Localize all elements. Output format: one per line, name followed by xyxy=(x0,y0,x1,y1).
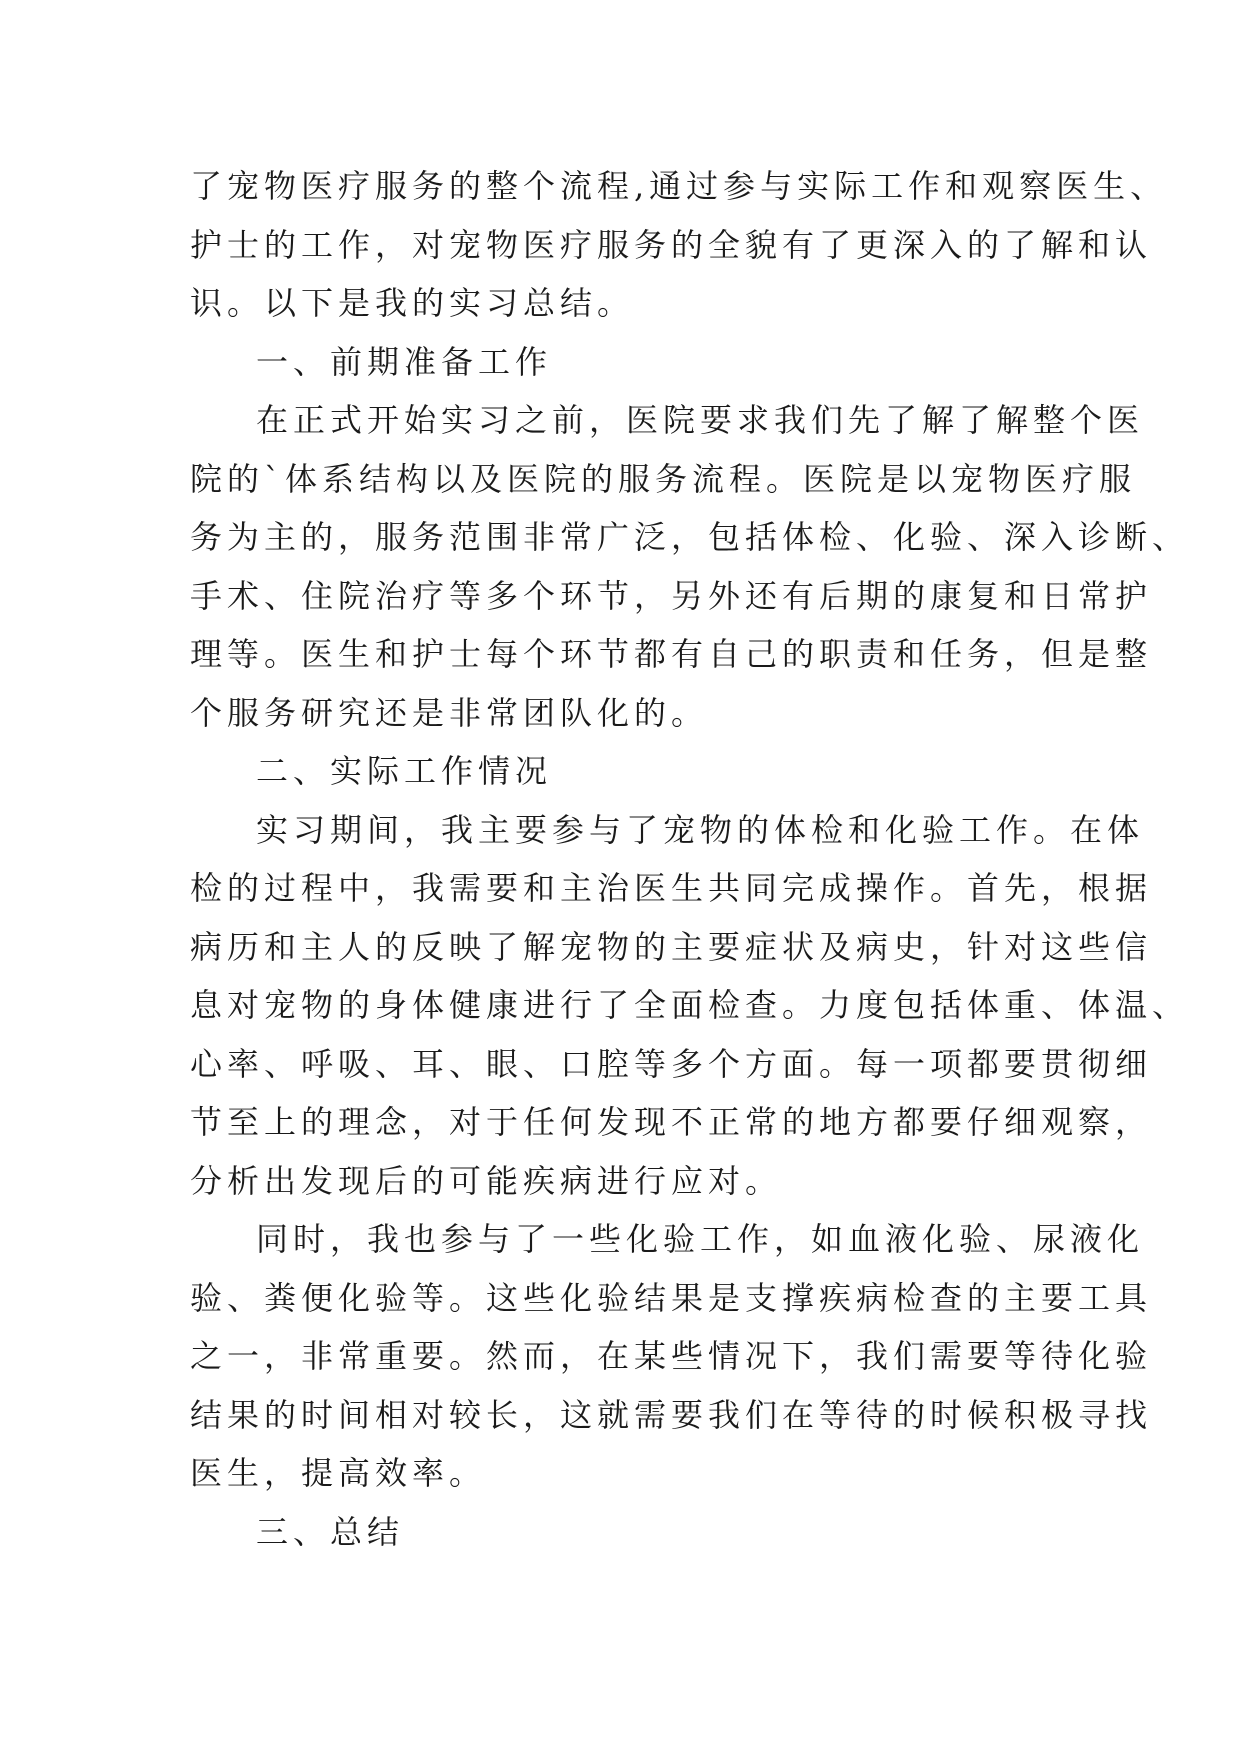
text-line: 理等。医生和护士每个环节都有自己的职责和任务，但是整 xyxy=(190,635,1153,673)
text-line: 分析出发现后的可能疾病进行应对。 xyxy=(190,1161,783,1200)
text-line: 息对宠物的身体健康进行了全面检查。力度包括体重、体温、 xyxy=(190,986,1190,1024)
text-line: 之一，非常重要。然而，在某些情况下，我们需要等待化验 xyxy=(190,1337,1153,1375)
paragraph-first-line: 同时，我也参与了一些化验工作，如血液化验、尿液化 xyxy=(256,1220,1145,1258)
text-line: 医生，提高效率。 xyxy=(190,1454,487,1492)
paragraph-first-line: 实习期间，我主要参与了宠物的体检和化验工作。在体 xyxy=(256,810,1145,849)
text-line: 心率、呼吸、耳、眼、口腔等多个方面。每一项都要贯彻细 xyxy=(190,1044,1153,1083)
text-line: 病历和主人的反映了解宠物的主要症状及病史，针对这些信 xyxy=(190,927,1153,966)
text-line: 检的过程中，我需要和主治医生共同完成操作。首先，根据 xyxy=(190,869,1153,907)
text-line: 手术、住院治疗等多个环节，另外还有后期的康复和日常护 xyxy=(190,576,1153,615)
text-line: 了宠物医疗服务的整个流程,通过参与实际工作和观察医生、 xyxy=(190,167,1168,205)
text-line: 验、粪便化验等。这些化验结果是支撑疾病检查的主要工具 xyxy=(190,1278,1153,1317)
text-line: 院的`体系结构以及医院的服务流程。医院是以宠物医疗服 xyxy=(190,459,1137,498)
document-body xyxy=(190,157,1190,1561)
text-line: 护士的工作，对宠物医疗服务的全貌有了更深入的了解和认 xyxy=(190,225,1153,264)
text-line: 务为主的，服务范围非常广泛，包括体检、化验、深入诊断、 xyxy=(190,518,1190,556)
paragraph-first-line: 一、前期准备工作 xyxy=(256,342,553,381)
text-line: 节至上的理念，对于任何发现不正常的地方都要仔细观察， xyxy=(190,1103,1153,1141)
text-line: 个服务研究还是非常团队化的。 xyxy=(190,693,709,732)
paragraph-first-line: 在正式开始实习之前，医院要求我们先了解了解整个医 xyxy=(256,401,1145,439)
paragraph-first-line: 三、总结 xyxy=(256,1512,405,1551)
paragraph-first-line: 二、实际工作情况 xyxy=(256,752,553,790)
text-line: 识。以下是我的实习总结。 xyxy=(190,284,635,322)
text-line: 结果的时间相对较长，这就需要我们在等待的时候积极寻找 xyxy=(190,1395,1153,1434)
